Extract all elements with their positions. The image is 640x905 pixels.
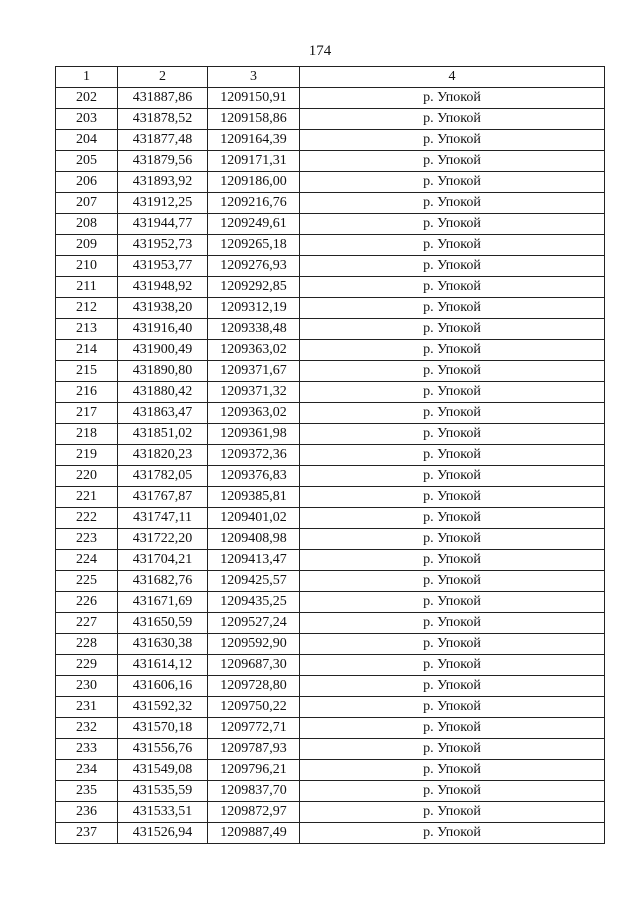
cell-y-coordinate: 1209363,02 [208,403,300,424]
cell-x-coordinate: 431556,76 [118,739,208,760]
cell-point-number: 214 [56,340,118,361]
cell-x-coordinate: 431722,20 [118,529,208,550]
cell-x-coordinate: 431606,16 [118,676,208,697]
cell-point-number: 225 [56,571,118,592]
table-row [56,403,605,424]
cell-x-coordinate: 431887,86 [118,88,208,109]
cell-point-number: 226 [56,592,118,613]
cell-description: р. Упокой [300,676,605,697]
cell-y-coordinate: 1209772,71 [208,718,300,739]
cell-y-coordinate: 1209425,57 [208,571,300,592]
cell-point-number: 230 [56,676,118,697]
cell-description: р. Упокой [300,697,605,718]
cell-description: р. Упокой [300,571,605,592]
table-body [56,67,605,844]
cell-description: р. Упокой [300,235,605,256]
cell-point-number: 229 [56,655,118,676]
cell-y-coordinate: 1209872,97 [208,802,300,823]
cell-point-number: 218 [56,424,118,445]
cell-y-coordinate: 1209312,19 [208,298,300,319]
table-row [56,760,605,781]
table-header-row [56,67,605,88]
cell-description: р. Упокой [300,151,605,172]
cell-x-coordinate: 431682,76 [118,571,208,592]
cell-point-number: 234 [56,760,118,781]
table-row [56,88,605,109]
cell-y-coordinate: 1209164,39 [208,130,300,151]
page-number: 174 [308,43,332,59]
cell-point-number: 209 [56,235,118,256]
cell-point-number: 204 [56,130,118,151]
header-cell-x: 2 [118,67,208,88]
cell-description: р. Упокой [300,802,605,823]
cell-description: р. Упокой [300,109,605,130]
cell-y-coordinate: 1209787,93 [208,739,300,760]
cell-point-number: 223 [56,529,118,550]
cell-x-coordinate: 431535,59 [118,781,208,802]
table-row [56,487,605,508]
header-cell-y: 3 [208,67,300,88]
table-row [56,277,605,298]
table-row [56,340,605,361]
cell-y-coordinate: 1209150,91 [208,88,300,109]
cell-y-coordinate: 1209371,67 [208,361,300,382]
table-row [56,529,605,550]
cell-x-coordinate: 431650,59 [118,613,208,634]
cell-description: р. Упокой [300,172,605,193]
table-row [56,172,605,193]
cell-description: р. Упокой [300,193,605,214]
cell-x-coordinate: 431912,25 [118,193,208,214]
cell-description: р. Упокой [300,340,605,361]
cell-y-coordinate: 1209265,18 [208,235,300,256]
cell-description: р. Упокой [300,382,605,403]
cell-y-coordinate: 1209249,61 [208,214,300,235]
cell-x-coordinate: 431938,20 [118,298,208,319]
cell-y-coordinate: 1209158,86 [208,109,300,130]
table-row [56,424,605,445]
cell-description: р. Упокой [300,718,605,739]
cell-description: р. Упокой [300,319,605,340]
cell-x-coordinate: 431820,23 [118,445,208,466]
cell-y-coordinate: 1209527,24 [208,613,300,634]
cell-x-coordinate: 431952,73 [118,235,208,256]
cell-x-coordinate: 431944,77 [118,214,208,235]
table-row [56,508,605,529]
cell-y-coordinate: 1209408,98 [208,529,300,550]
cell-y-coordinate: 1209687,30 [208,655,300,676]
cell-point-number: 206 [56,172,118,193]
table-row [56,466,605,487]
cell-y-coordinate: 1209338,48 [208,319,300,340]
cell-point-number: 227 [56,613,118,634]
table-row [56,655,605,676]
cell-x-coordinate: 431671,69 [118,592,208,613]
cell-description: р. Упокой [300,88,605,109]
table-row [56,298,605,319]
cell-y-coordinate: 1209796,21 [208,760,300,781]
cell-description: р. Упокой [300,424,605,445]
table-row [56,634,605,655]
table-row [56,151,605,172]
cell-description: р. Упокой [300,466,605,487]
cell-x-coordinate: 431630,38 [118,634,208,655]
table-row [56,445,605,466]
cell-point-number: 208 [56,214,118,235]
table-row [56,256,605,277]
cell-description: р. Упокой [300,130,605,151]
cell-description: р. Упокой [300,781,605,802]
cell-description: р. Упокой [300,613,605,634]
cell-point-number: 235 [56,781,118,802]
cell-description: р. Упокой [300,445,605,466]
cell-x-coordinate: 431953,77 [118,256,208,277]
cell-point-number: 232 [56,718,118,739]
cell-description: р. Упокой [300,487,605,508]
cell-y-coordinate: 1209276,93 [208,256,300,277]
cell-point-number: 217 [56,403,118,424]
cell-x-coordinate: 431592,32 [118,697,208,718]
cell-point-number: 216 [56,382,118,403]
cell-description: р. Упокой [300,361,605,382]
cell-point-number: 231 [56,697,118,718]
table-row [56,109,605,130]
cell-x-coordinate: 431890,80 [118,361,208,382]
cell-description: р. Упокой [300,655,605,676]
table-row [56,319,605,340]
cell-description: р. Упокой [300,256,605,277]
cell-y-coordinate: 1209376,83 [208,466,300,487]
cell-y-coordinate: 1209372,36 [208,445,300,466]
table-row [56,571,605,592]
cell-x-coordinate: 431916,40 [118,319,208,340]
cell-description: р. Упокой [300,760,605,781]
cell-point-number: 220 [56,466,118,487]
table-row [56,214,605,235]
cell-x-coordinate: 431877,48 [118,130,208,151]
cell-description: р. Упокой [300,550,605,571]
cell-x-coordinate: 431767,87 [118,487,208,508]
table-row [56,739,605,760]
cell-description: р. Упокой [300,592,605,613]
cell-x-coordinate: 431851,02 [118,424,208,445]
table-row [56,718,605,739]
cell-x-coordinate: 431782,05 [118,466,208,487]
cell-x-coordinate: 431747,11 [118,508,208,529]
table-row [56,361,605,382]
cell-description: р. Упокой [300,277,605,298]
cell-point-number: 236 [56,802,118,823]
cell-x-coordinate: 431704,21 [118,550,208,571]
cell-y-coordinate: 1209292,85 [208,277,300,298]
cell-y-coordinate: 1209363,02 [208,340,300,361]
cell-point-number: 211 [56,277,118,298]
cell-description: р. Упокой [300,634,605,655]
header-cell-number: 1 [56,67,118,88]
cell-point-number: 202 [56,88,118,109]
cell-y-coordinate: 1209171,31 [208,151,300,172]
cell-description: р. Упокой [300,823,605,844]
cell-y-coordinate: 1209435,25 [208,592,300,613]
cell-point-number: 219 [56,445,118,466]
cell-description: р. Упокой [300,529,605,550]
table-row [56,592,605,613]
cell-description: р. Упокой [300,298,605,319]
cell-y-coordinate: 1209401,02 [208,508,300,529]
cell-point-number: 224 [56,550,118,571]
cell-y-coordinate: 1209837,70 [208,781,300,802]
table-row [56,676,605,697]
cell-point-number: 212 [56,298,118,319]
cell-description: р. Упокой [300,508,605,529]
cell-x-coordinate: 431863,47 [118,403,208,424]
table-row [56,130,605,151]
cell-point-number: 233 [56,739,118,760]
table-row [56,235,605,256]
cell-point-number: 215 [56,361,118,382]
table-row [56,193,605,214]
table-row [56,823,605,844]
cell-x-coordinate: 431526,94 [118,823,208,844]
cell-y-coordinate: 1209216,76 [208,193,300,214]
cell-point-number: 237 [56,823,118,844]
cell-x-coordinate: 431614,12 [118,655,208,676]
cell-x-coordinate: 431549,08 [118,760,208,781]
cell-x-coordinate: 431893,92 [118,172,208,193]
cell-x-coordinate: 431900,49 [118,340,208,361]
coordinates-table [55,66,605,844]
cell-description: р. Упокой [300,403,605,424]
cell-y-coordinate: 1209413,47 [208,550,300,571]
cell-point-number: 205 [56,151,118,172]
cell-point-number: 207 [56,193,118,214]
cell-y-coordinate: 1209186,00 [208,172,300,193]
cell-y-coordinate: 1209592,90 [208,634,300,655]
cell-point-number: 222 [56,508,118,529]
cell-y-coordinate: 1209750,22 [208,697,300,718]
cell-point-number: 210 [56,256,118,277]
table-row [56,802,605,823]
cell-point-number: 228 [56,634,118,655]
cell-x-coordinate: 431880,42 [118,382,208,403]
cell-y-coordinate: 1209385,81 [208,487,300,508]
cell-x-coordinate: 431879,56 [118,151,208,172]
cell-y-coordinate: 1209371,32 [208,382,300,403]
cell-y-coordinate: 1209887,49 [208,823,300,844]
cell-description: р. Упокой [300,214,605,235]
cell-description: р. Упокой [300,739,605,760]
table-row [56,613,605,634]
table-row [56,550,605,571]
cell-x-coordinate: 431878,52 [118,109,208,130]
cell-x-coordinate: 431533,51 [118,802,208,823]
cell-x-coordinate: 431948,92 [118,277,208,298]
table-row [56,781,605,802]
cell-point-number: 221 [56,487,118,508]
table-row [56,382,605,403]
cell-point-number: 203 [56,109,118,130]
cell-point-number: 213 [56,319,118,340]
header-cell-description: 4 [300,67,605,88]
cell-y-coordinate: 1209361,98 [208,424,300,445]
cell-x-coordinate: 431570,18 [118,718,208,739]
table-row [56,697,605,718]
cell-y-coordinate: 1209728,80 [208,676,300,697]
